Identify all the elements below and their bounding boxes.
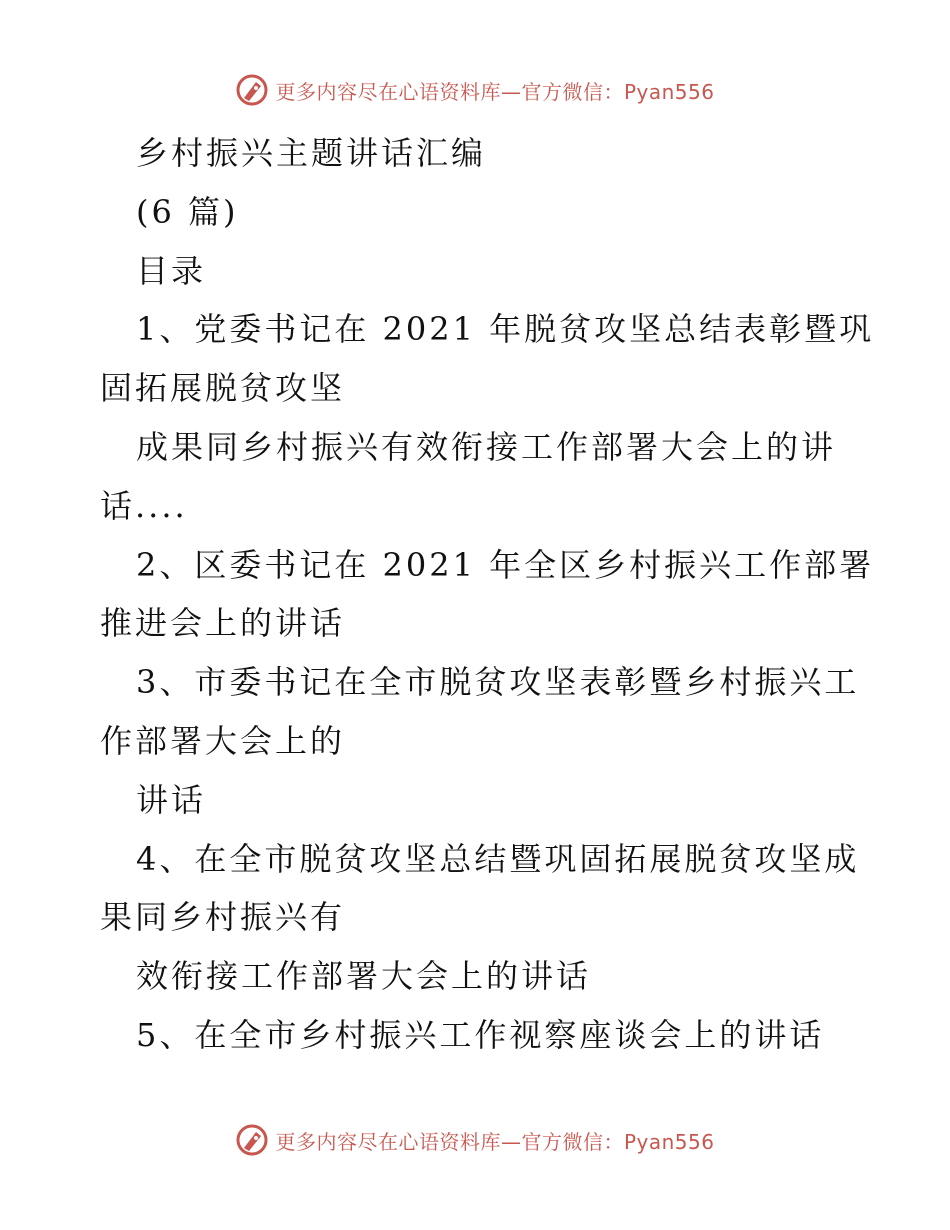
toc-entry-3: 3、市委书记在全市脱贫攻坚表彰暨乡村振兴工	[136, 663, 860, 702]
toc-entry-1: 1、党委书记在 2021 年脱贫攻坚总结表彰暨巩	[136, 310, 875, 349]
toc-entry-3-cont: 作部署大会上的	[100, 721, 346, 760]
pen-nib-logo-icon	[235, 73, 269, 107]
toc-entry-2: 2、区委书记在 2021 年全区乡村振兴工作部署	[136, 545, 875, 584]
toc-entry-4: 4、在全市脱贫攻坚总结暨巩固拓展脱贫攻坚成	[136, 839, 860, 878]
watermark-text: 更多内容尽在心语资料库—官方微信：Pyan556	[275, 79, 715, 104]
toc-entry-3-cont: 讲话	[136, 780, 207, 819]
footer-watermark	[0, 1120, 950, 1160]
watermark-text: 更多内容尽在心语资料库—官方微信：Pyan556	[275, 1129, 715, 1154]
header-watermark	[0, 70, 950, 110]
toc-entry-4-cont: 效衔接工作部署大会上的讲话	[136, 957, 592, 996]
toc-heading: 目录	[136, 251, 207, 290]
toc-entry-1-cont: 成果同乡村振兴有效衔接工作部署大会上的讲	[136, 427, 837, 466]
toc-entry-1-cont: 话....	[100, 486, 188, 525]
toc-entry-1-cont: 固拓展脱贫攻坚	[100, 369, 346, 408]
pen-nib-logo-icon	[235, 1123, 269, 1157]
toc-entry-5: 5、在全市乡村振兴工作视察座谈会上的讲话	[136, 1015, 825, 1054]
toc-entry-2-cont: 推进会上的讲话	[100, 604, 346, 643]
doc-subtitle: (6 篇)	[136, 192, 239, 231]
document-body	[100, 124, 875, 1065]
toc-entry-4-cont: 果同乡村振兴有	[100, 898, 346, 937]
doc-title: 乡村振兴主题讲话汇编	[136, 134, 487, 172]
